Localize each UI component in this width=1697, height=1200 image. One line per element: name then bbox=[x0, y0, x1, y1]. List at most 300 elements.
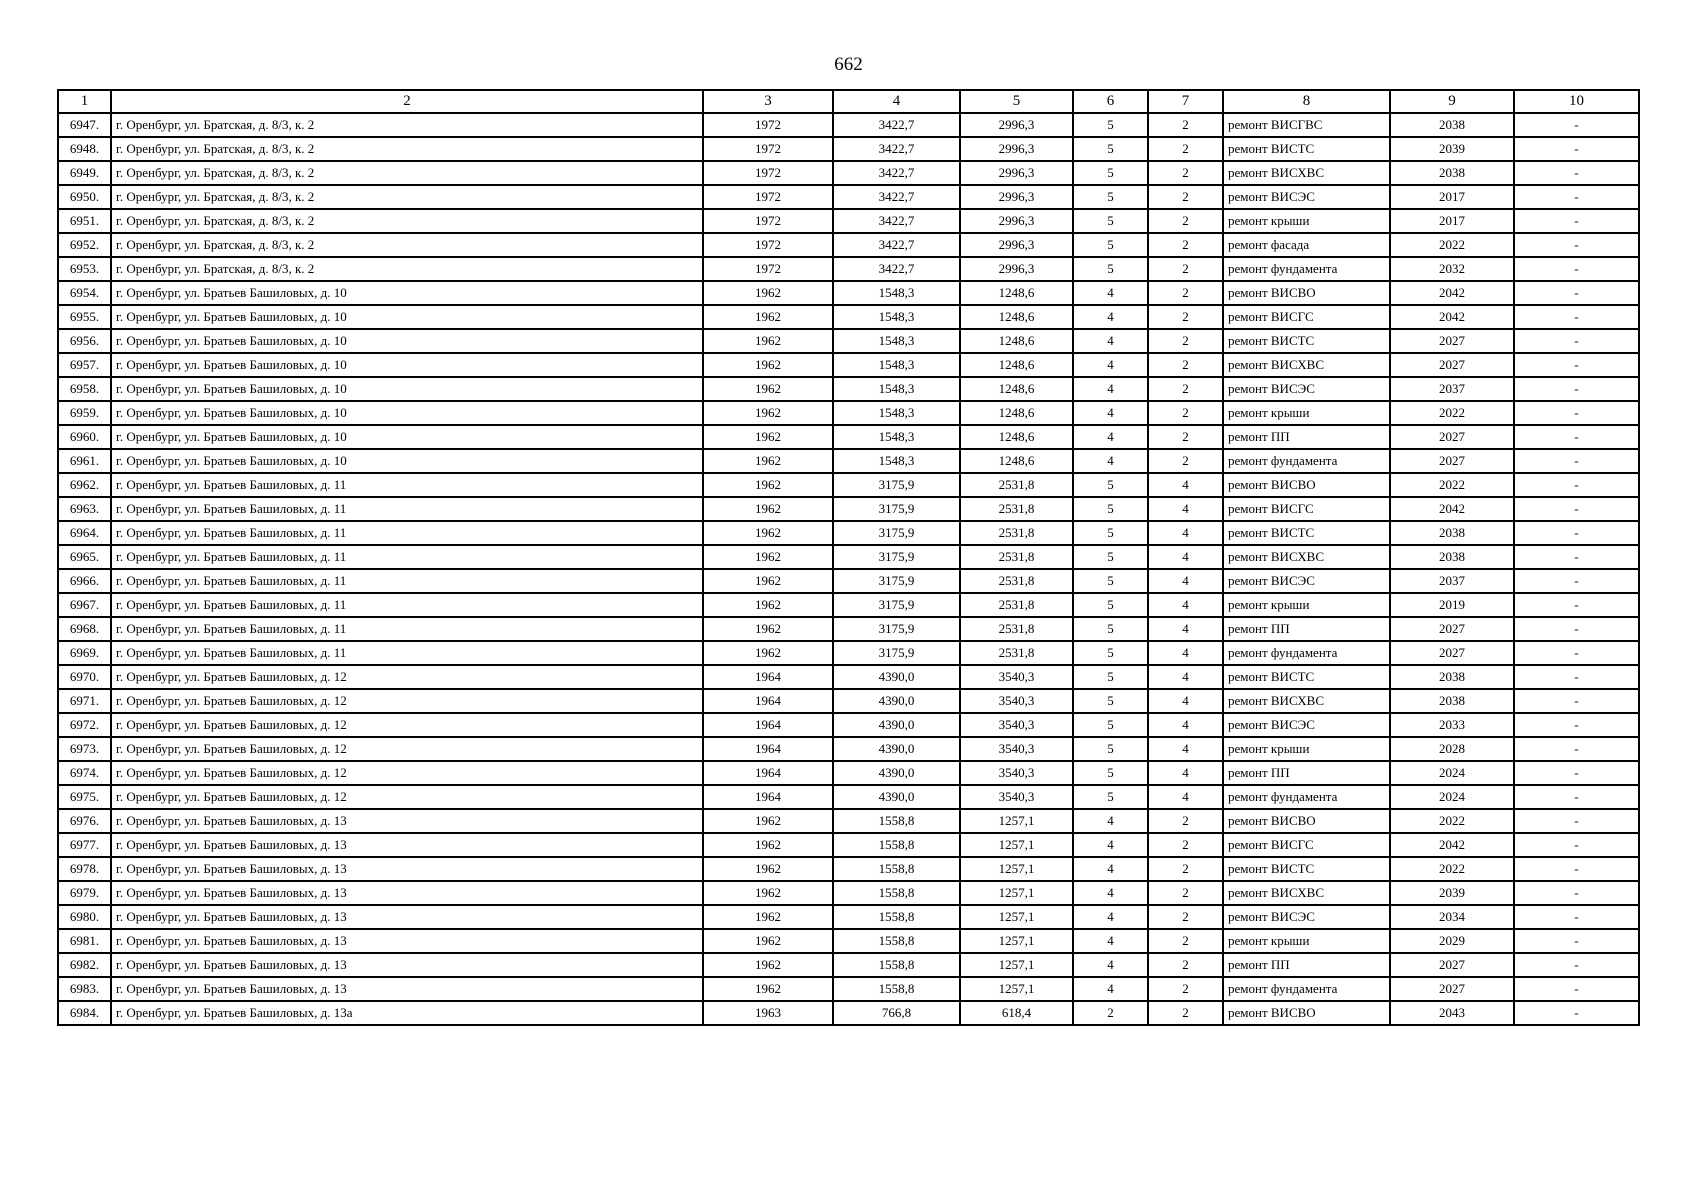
floors-cell: 5 bbox=[1073, 737, 1148, 761]
floors-cell: 5 bbox=[1073, 473, 1148, 497]
year-cell: 1962 bbox=[703, 857, 833, 881]
row-number-cell: 6964. bbox=[58, 521, 111, 545]
entrances-cell: 2 bbox=[1148, 353, 1223, 377]
row-number-cell: 6970. bbox=[58, 665, 111, 689]
address-cell: г. Оренбург, ул. Братьев Башиловых, д. 12 bbox=[111, 785, 703, 809]
note-cell: - bbox=[1514, 113, 1639, 137]
row-number-cell: 6979. bbox=[58, 881, 111, 905]
work-type-cell: ремонт ВИСЭС bbox=[1223, 905, 1390, 929]
year-cell: 1962 bbox=[703, 425, 833, 449]
total-area-cell: 1558,8 bbox=[833, 857, 960, 881]
work-type-cell: ремонт ВИСЭС bbox=[1223, 569, 1390, 593]
living-area-cell: 2996,3 bbox=[960, 233, 1073, 257]
entrances-cell: 4 bbox=[1148, 545, 1223, 569]
work-type-cell: ремонт ВИСГС bbox=[1223, 833, 1390, 857]
address-cell: г. Оренбург, ул. Братская, д. 8/3, к. 2 bbox=[111, 113, 703, 137]
table-row bbox=[58, 881, 1639, 905]
note-cell: - bbox=[1514, 785, 1639, 809]
entrances-cell: 2 bbox=[1148, 329, 1223, 353]
note-cell: - bbox=[1514, 545, 1639, 569]
entrances-cell: 4 bbox=[1148, 713, 1223, 737]
work-type-cell: ремонт ПП bbox=[1223, 761, 1390, 785]
year-cell: 1962 bbox=[703, 929, 833, 953]
table-row bbox=[58, 833, 1639, 857]
row-number-cell: 6973. bbox=[58, 737, 111, 761]
floors-cell: 2 bbox=[1073, 1001, 1148, 1025]
note-cell: - bbox=[1514, 305, 1639, 329]
year-cell: 1962 bbox=[703, 617, 833, 641]
plan-year-cell: 2038 bbox=[1390, 113, 1514, 137]
entrances-cell: 2 bbox=[1148, 833, 1223, 857]
work-type-cell: ремонт фундамента bbox=[1223, 977, 1390, 1001]
table-row bbox=[58, 209, 1639, 233]
row-number-cell: 6947. bbox=[58, 113, 111, 137]
total-area-cell: 1558,8 bbox=[833, 905, 960, 929]
note-cell: - bbox=[1514, 881, 1639, 905]
address-cell: г. Оренбург, ул. Братьев Башиловых, д. 10 bbox=[111, 305, 703, 329]
address-cell: г. Оренбург, ул. Братьев Башиловых, д. 11 bbox=[111, 473, 703, 497]
note-cell: - bbox=[1514, 161, 1639, 185]
living-area-cell: 618,4 bbox=[960, 1001, 1073, 1025]
floors-cell: 4 bbox=[1073, 857, 1148, 881]
living-area-cell: 1248,6 bbox=[960, 353, 1073, 377]
note-cell: - bbox=[1514, 641, 1639, 665]
floors-cell: 4 bbox=[1073, 305, 1148, 329]
living-area-cell: 2996,3 bbox=[960, 185, 1073, 209]
total-area-cell: 1548,3 bbox=[833, 329, 960, 353]
address-cell: г. Оренбург, ул. Братьев Башиловых, д. 12 bbox=[111, 689, 703, 713]
plan-year-cell: 2029 bbox=[1390, 929, 1514, 953]
row-number-cell: 6950. bbox=[58, 185, 111, 209]
floors-cell: 5 bbox=[1073, 665, 1148, 689]
total-area-cell: 1548,3 bbox=[833, 377, 960, 401]
total-area-cell: 3175,9 bbox=[833, 593, 960, 617]
registry-table bbox=[57, 89, 1640, 1026]
work-type-cell: ремонт фундамента bbox=[1223, 257, 1390, 281]
living-area-cell: 3540,3 bbox=[960, 737, 1073, 761]
row-number-cell: 6967. bbox=[58, 593, 111, 617]
work-type-cell: ремонт ВИСТС bbox=[1223, 329, 1390, 353]
floors-cell: 5 bbox=[1073, 209, 1148, 233]
plan-year-cell: 2022 bbox=[1390, 473, 1514, 497]
entrances-cell: 2 bbox=[1148, 401, 1223, 425]
living-area-cell: 2531,8 bbox=[960, 617, 1073, 641]
address-cell: г. Оренбург, ул. Братьев Башиловых, д. 11 bbox=[111, 641, 703, 665]
floors-cell: 5 bbox=[1073, 593, 1148, 617]
total-area-cell: 3422,7 bbox=[833, 233, 960, 257]
living-area-cell: 1248,6 bbox=[960, 329, 1073, 353]
work-type-cell: ремонт ВИСХВС bbox=[1223, 353, 1390, 377]
row-number-cell: 6977. bbox=[58, 833, 111, 857]
floors-cell: 4 bbox=[1073, 401, 1148, 425]
work-type-cell: ремонт фундамента bbox=[1223, 785, 1390, 809]
year-cell: 1964 bbox=[703, 761, 833, 785]
page-number: 662 bbox=[834, 54, 863, 75]
floors-cell: 4 bbox=[1073, 281, 1148, 305]
plan-year-cell: 2022 bbox=[1390, 233, 1514, 257]
floors-cell: 4 bbox=[1073, 881, 1148, 905]
living-area-cell: 1257,1 bbox=[960, 953, 1073, 977]
total-area-cell: 3175,9 bbox=[833, 545, 960, 569]
floors-cell: 5 bbox=[1073, 761, 1148, 785]
work-type-cell: ремонт крыши bbox=[1223, 593, 1390, 617]
entrances-cell: 2 bbox=[1148, 929, 1223, 953]
total-area-cell: 1558,8 bbox=[833, 929, 960, 953]
row-number-cell: 6966. bbox=[58, 569, 111, 593]
work-type-cell: ремонт ВИСХВС bbox=[1223, 689, 1390, 713]
work-type-cell: ремонт ВИСЭС bbox=[1223, 185, 1390, 209]
entrances-cell: 4 bbox=[1148, 737, 1223, 761]
address-cell: г. Оренбург, ул. Братская, д. 8/3, к. 2 bbox=[111, 137, 703, 161]
note-cell: - bbox=[1514, 473, 1639, 497]
year-cell: 1964 bbox=[703, 737, 833, 761]
note-cell: - bbox=[1514, 281, 1639, 305]
entrances-cell: 2 bbox=[1148, 161, 1223, 185]
floors-cell: 5 bbox=[1073, 785, 1148, 809]
plan-year-cell: 2022 bbox=[1390, 401, 1514, 425]
work-type-cell: ремонт фундамента bbox=[1223, 641, 1390, 665]
note-cell: - bbox=[1514, 593, 1639, 617]
row-number-cell: 6952. bbox=[58, 233, 111, 257]
note-cell: - bbox=[1514, 449, 1639, 473]
plan-year-cell: 2027 bbox=[1390, 353, 1514, 377]
living-area-cell: 2996,3 bbox=[960, 137, 1073, 161]
floors-cell: 4 bbox=[1073, 833, 1148, 857]
living-area-cell: 2996,3 bbox=[960, 257, 1073, 281]
plan-year-cell: 2043 bbox=[1390, 1001, 1514, 1025]
note-cell: - bbox=[1514, 569, 1639, 593]
living-area-cell: 3540,3 bbox=[960, 785, 1073, 809]
plan-year-cell: 2038 bbox=[1390, 689, 1514, 713]
address-cell: г. Оренбург, ул. Братьев Башиловых, д. 12 bbox=[111, 665, 703, 689]
work-type-cell: ремонт ВИСХВС bbox=[1223, 161, 1390, 185]
work-type-cell: ремонт ПП bbox=[1223, 617, 1390, 641]
note-cell: - bbox=[1514, 353, 1639, 377]
living-area-cell: 1257,1 bbox=[960, 809, 1073, 833]
total-area-cell: 1548,3 bbox=[833, 353, 960, 377]
work-type-cell: ремонт ВИСХВС bbox=[1223, 881, 1390, 905]
total-area-cell: 3175,9 bbox=[833, 473, 960, 497]
work-type-cell: ремонт фундамента bbox=[1223, 449, 1390, 473]
entrances-cell: 2 bbox=[1148, 185, 1223, 209]
row-number-cell: 6959. bbox=[58, 401, 111, 425]
row-number-cell: 6982. bbox=[58, 953, 111, 977]
note-cell: - bbox=[1514, 521, 1639, 545]
column-header-10: 10 bbox=[1514, 90, 1639, 113]
entrances-cell: 4 bbox=[1148, 593, 1223, 617]
living-area-cell: 1257,1 bbox=[960, 905, 1073, 929]
address-cell: г. Оренбург, ул. Братьев Башиловых, д. 13 bbox=[111, 977, 703, 1001]
entrances-cell: 2 bbox=[1148, 377, 1223, 401]
table-row bbox=[58, 761, 1639, 785]
table-row bbox=[58, 353, 1639, 377]
living-area-cell: 1257,1 bbox=[960, 977, 1073, 1001]
row-number-cell: 6948. bbox=[58, 137, 111, 161]
year-cell: 1962 bbox=[703, 377, 833, 401]
column-header-6: 6 bbox=[1073, 90, 1148, 113]
entrances-cell: 4 bbox=[1148, 785, 1223, 809]
entrances-cell: 4 bbox=[1148, 521, 1223, 545]
table-row bbox=[58, 497, 1639, 521]
floors-cell: 5 bbox=[1073, 497, 1148, 521]
row-number-cell: 6969. bbox=[58, 641, 111, 665]
living-area-cell: 1248,6 bbox=[960, 281, 1073, 305]
entrances-cell: 2 bbox=[1148, 209, 1223, 233]
total-area-cell: 4390,0 bbox=[833, 665, 960, 689]
year-cell: 1962 bbox=[703, 593, 833, 617]
address-cell: г. Оренбург, ул. Братьев Башиловых, д. 11 bbox=[111, 593, 703, 617]
total-area-cell: 1558,8 bbox=[833, 881, 960, 905]
table-row bbox=[58, 689, 1639, 713]
floors-cell: 5 bbox=[1073, 569, 1148, 593]
total-area-cell: 3175,9 bbox=[833, 497, 960, 521]
work-type-cell: ремонт крыши bbox=[1223, 209, 1390, 233]
address-cell: г. Оренбург, ул. Братьев Башиловых, д. 10 bbox=[111, 353, 703, 377]
plan-year-cell: 2032 bbox=[1390, 257, 1514, 281]
entrances-cell: 2 bbox=[1148, 281, 1223, 305]
work-type-cell: ремонт ПП bbox=[1223, 953, 1390, 977]
note-cell: - bbox=[1514, 329, 1639, 353]
entrances-cell: 4 bbox=[1148, 617, 1223, 641]
floors-cell: 4 bbox=[1073, 809, 1148, 833]
table-row bbox=[58, 593, 1639, 617]
row-number-cell: 6962. bbox=[58, 473, 111, 497]
table-row bbox=[58, 425, 1639, 449]
living-area-cell: 3540,3 bbox=[960, 689, 1073, 713]
entrances-cell: 4 bbox=[1148, 689, 1223, 713]
note-cell: - bbox=[1514, 185, 1639, 209]
row-number-cell: 6957. bbox=[58, 353, 111, 377]
living-area-cell: 3540,3 bbox=[960, 665, 1073, 689]
column-header-5: 5 bbox=[960, 90, 1073, 113]
work-type-cell: ремонт ВИСТС bbox=[1223, 857, 1390, 881]
column-header-9: 9 bbox=[1390, 90, 1514, 113]
work-type-cell: ремонт ВИСЭС bbox=[1223, 713, 1390, 737]
plan-year-cell: 2027 bbox=[1390, 977, 1514, 1001]
row-number-cell: 6975. bbox=[58, 785, 111, 809]
table-row bbox=[58, 113, 1639, 137]
work-type-cell: ремонт крыши bbox=[1223, 929, 1390, 953]
row-number-cell: 6949. bbox=[58, 161, 111, 185]
living-area-cell: 3540,3 bbox=[960, 713, 1073, 737]
living-area-cell: 1248,6 bbox=[960, 305, 1073, 329]
total-area-cell: 3175,9 bbox=[833, 521, 960, 545]
floors-cell: 5 bbox=[1073, 185, 1148, 209]
table-row bbox=[58, 905, 1639, 929]
table-row bbox=[58, 233, 1639, 257]
entrances-cell: 2 bbox=[1148, 881, 1223, 905]
header-row bbox=[58, 90, 1639, 113]
floors-cell: 4 bbox=[1073, 377, 1148, 401]
work-type-cell: ремонт ВИСХВС bbox=[1223, 545, 1390, 569]
table-row bbox=[58, 977, 1639, 1001]
plan-year-cell: 2038 bbox=[1390, 665, 1514, 689]
floors-cell: 4 bbox=[1073, 449, 1148, 473]
table-row bbox=[58, 809, 1639, 833]
year-cell: 1972 bbox=[703, 161, 833, 185]
year-cell: 1962 bbox=[703, 473, 833, 497]
row-number-cell: 6954. bbox=[58, 281, 111, 305]
entrances-cell: 2 bbox=[1148, 257, 1223, 281]
floors-cell: 5 bbox=[1073, 113, 1148, 137]
year-cell: 1962 bbox=[703, 641, 833, 665]
total-area-cell: 1548,3 bbox=[833, 449, 960, 473]
row-number-cell: 6971. bbox=[58, 689, 111, 713]
living-area-cell: 2531,8 bbox=[960, 497, 1073, 521]
total-area-cell: 1548,3 bbox=[833, 305, 960, 329]
address-cell: г. Оренбург, ул. Братская, д. 8/3, к. 2 bbox=[111, 209, 703, 233]
work-type-cell: ремонт ПП bbox=[1223, 425, 1390, 449]
year-cell: 1964 bbox=[703, 785, 833, 809]
plan-year-cell: 2027 bbox=[1390, 329, 1514, 353]
row-number-cell: 6976. bbox=[58, 809, 111, 833]
year-cell: 1962 bbox=[703, 449, 833, 473]
note-cell: - bbox=[1514, 665, 1639, 689]
row-number-cell: 6972. bbox=[58, 713, 111, 737]
living-area-cell: 2531,8 bbox=[960, 473, 1073, 497]
row-number-cell: 6968. bbox=[58, 617, 111, 641]
plan-year-cell: 2042 bbox=[1390, 305, 1514, 329]
floors-cell: 4 bbox=[1073, 353, 1148, 377]
address-cell: г. Оренбург, ул. Братьев Башиловых, д. 11 bbox=[111, 497, 703, 521]
address-cell: г. Оренбург, ул. Братьев Башиловых, д. 12 bbox=[111, 713, 703, 737]
total-area-cell: 4390,0 bbox=[833, 785, 960, 809]
table-row bbox=[58, 665, 1639, 689]
table-row bbox=[58, 521, 1639, 545]
work-type-cell: ремонт ВИСТС bbox=[1223, 521, 1390, 545]
plan-year-cell: 2024 bbox=[1390, 761, 1514, 785]
row-number-cell: 6984. bbox=[58, 1001, 111, 1025]
note-cell: - bbox=[1514, 137, 1639, 161]
work-type-cell: ремонт фасада bbox=[1223, 233, 1390, 257]
living-area-cell: 2996,3 bbox=[960, 113, 1073, 137]
plan-year-cell: 2033 bbox=[1390, 713, 1514, 737]
address-cell: г. Оренбург, ул. Братьев Башиловых, д. 13 bbox=[111, 929, 703, 953]
floors-cell: 5 bbox=[1073, 617, 1148, 641]
work-type-cell: ремонт ВИСТС bbox=[1223, 665, 1390, 689]
note-cell: - bbox=[1514, 833, 1639, 857]
table-row bbox=[58, 137, 1639, 161]
table-row bbox=[58, 929, 1639, 953]
total-area-cell: 3422,7 bbox=[833, 137, 960, 161]
row-number-cell: 6956. bbox=[58, 329, 111, 353]
note-cell: - bbox=[1514, 737, 1639, 761]
total-area-cell: 4390,0 bbox=[833, 761, 960, 785]
floors-cell: 4 bbox=[1073, 977, 1148, 1001]
living-area-cell: 1257,1 bbox=[960, 833, 1073, 857]
total-area-cell: 3175,9 bbox=[833, 617, 960, 641]
plan-year-cell: 2039 bbox=[1390, 137, 1514, 161]
plan-year-cell: 2038 bbox=[1390, 545, 1514, 569]
total-area-cell: 1558,8 bbox=[833, 809, 960, 833]
table-row bbox=[58, 1001, 1639, 1025]
entrances-cell: 4 bbox=[1148, 497, 1223, 521]
entrances-cell: 4 bbox=[1148, 665, 1223, 689]
year-cell: 1962 bbox=[703, 521, 833, 545]
table-row bbox=[58, 281, 1639, 305]
year-cell: 1962 bbox=[703, 305, 833, 329]
year-cell: 1962 bbox=[703, 905, 833, 929]
note-cell: - bbox=[1514, 761, 1639, 785]
year-cell: 1962 bbox=[703, 401, 833, 425]
address-cell: г. Оренбург, ул. Братская, д. 8/3, к. 2 bbox=[111, 185, 703, 209]
row-number-cell: 6958. bbox=[58, 377, 111, 401]
living-area-cell: 2531,8 bbox=[960, 641, 1073, 665]
address-cell: г. Оренбург, ул. Братьев Башиловых, д. 11 bbox=[111, 617, 703, 641]
work-type-cell: ремонт ВИСГС bbox=[1223, 305, 1390, 329]
work-type-cell: ремонт ВИСТС bbox=[1223, 137, 1390, 161]
column-header-1: 1 bbox=[58, 90, 111, 113]
living-area-cell: 3540,3 bbox=[960, 761, 1073, 785]
year-cell: 1962 bbox=[703, 281, 833, 305]
address-cell: г. Оренбург, ул. Братьев Башиловых, д. 11 bbox=[111, 569, 703, 593]
plan-year-cell: 2027 bbox=[1390, 953, 1514, 977]
plan-year-cell: 2039 bbox=[1390, 881, 1514, 905]
plan-year-cell: 2027 bbox=[1390, 449, 1514, 473]
entrances-cell: 2 bbox=[1148, 905, 1223, 929]
total-area-cell: 1548,3 bbox=[833, 281, 960, 305]
plan-year-cell: 2034 bbox=[1390, 905, 1514, 929]
floors-cell: 4 bbox=[1073, 929, 1148, 953]
living-area-cell: 1257,1 bbox=[960, 857, 1073, 881]
year-cell: 1972 bbox=[703, 185, 833, 209]
address-cell: г. Оренбург, ул. Братская, д. 8/3, к. 2 bbox=[111, 161, 703, 185]
total-area-cell: 1558,8 bbox=[833, 977, 960, 1001]
entrances-cell: 2 bbox=[1148, 137, 1223, 161]
work-type-cell: ремонт ВИСВО bbox=[1223, 281, 1390, 305]
column-header-7: 7 bbox=[1148, 90, 1223, 113]
table-row bbox=[58, 737, 1639, 761]
table-body bbox=[58, 113, 1639, 1025]
plan-year-cell: 2037 bbox=[1390, 569, 1514, 593]
living-area-cell: 2996,3 bbox=[960, 209, 1073, 233]
row-number-cell: 6961. bbox=[58, 449, 111, 473]
floors-cell: 4 bbox=[1073, 329, 1148, 353]
floors-cell: 4 bbox=[1073, 425, 1148, 449]
year-cell: 1963 bbox=[703, 1001, 833, 1025]
year-cell: 1972 bbox=[703, 257, 833, 281]
note-cell: - bbox=[1514, 977, 1639, 1001]
plan-year-cell: 2027 bbox=[1390, 641, 1514, 665]
table-row bbox=[58, 785, 1639, 809]
year-cell: 1962 bbox=[703, 329, 833, 353]
total-area-cell: 1548,3 bbox=[833, 425, 960, 449]
year-cell: 1962 bbox=[703, 545, 833, 569]
table-row bbox=[58, 305, 1639, 329]
floors-cell: 5 bbox=[1073, 545, 1148, 569]
address-cell: г. Оренбург, ул. Братьев Башиловых, д. 13а bbox=[111, 1001, 703, 1025]
address-cell: г. Оренбург, ул. Братьев Башиловых, д. 12 bbox=[111, 737, 703, 761]
note-cell: - bbox=[1514, 1001, 1639, 1025]
address-cell: г. Оренбург, ул. Братьев Башиловых, д. 12 bbox=[111, 761, 703, 785]
row-number-cell: 6965. bbox=[58, 545, 111, 569]
floors-cell: 5 bbox=[1073, 689, 1148, 713]
row-number-cell: 6978. bbox=[58, 857, 111, 881]
row-number-cell: 6981. bbox=[58, 929, 111, 953]
table-row bbox=[58, 185, 1639, 209]
row-number-cell: 6983. bbox=[58, 977, 111, 1001]
year-cell: 1962 bbox=[703, 353, 833, 377]
work-type-cell: ремонт ВИСГС bbox=[1223, 497, 1390, 521]
total-area-cell: 1558,8 bbox=[833, 953, 960, 977]
total-area-cell: 4390,0 bbox=[833, 713, 960, 737]
floors-cell: 5 bbox=[1073, 161, 1148, 185]
year-cell: 1962 bbox=[703, 569, 833, 593]
table-row bbox=[58, 953, 1639, 977]
table-row bbox=[58, 641, 1639, 665]
address-cell: г. Оренбург, ул. Братьев Башиловых, д. 10 bbox=[111, 449, 703, 473]
plan-year-cell: 2042 bbox=[1390, 833, 1514, 857]
